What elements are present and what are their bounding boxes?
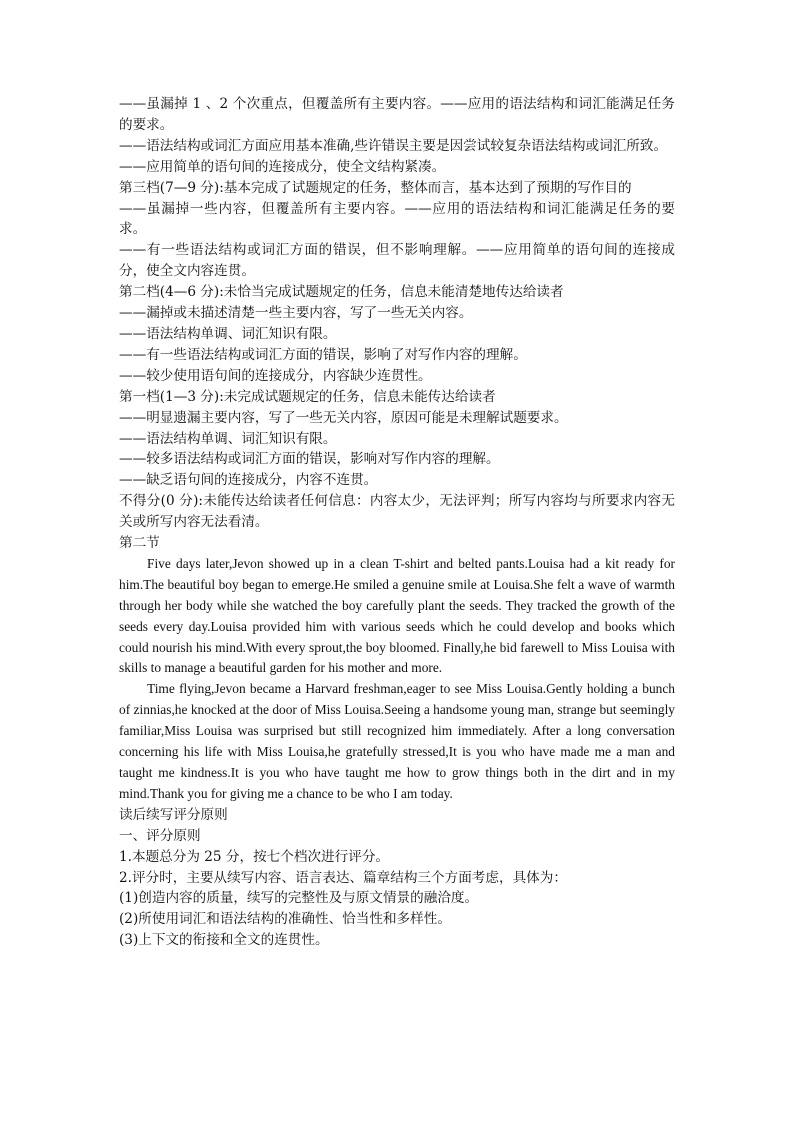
criterion-line: ——虽漏掉 1 、2 个次重点，但覆盖所有主要内容。——应用的语法结构和词汇能满足任务的要求。 [119,96,675,133]
criterion-line: ——语法结构单调、词汇知识有限。 [119,325,337,342]
criterion-line: ——缺乏语句间的连接成分，内容不连贯。 [119,472,378,489]
section-heading: 读后续写评分原则 [119,806,228,823]
section-heading: 第二节 [119,535,160,552]
criterion-line: ——有一些语法结构或词汇方面的错误，但不影响理解。——应用简单的语句间的连接成分，使全文内容连贯。 [119,242,675,280]
criterion-line: ——明显遗漏主要内容，写了一些无关内容，原因可能是未理解试题要求。 [119,409,568,426]
subsection-heading: 一、评分原则 [119,827,201,844]
essay-paragraph: Time flying,Jevon became a Harvard freshman,eager to see Miss Louisa.Gently holding a bunch of zinnias,he knocked at the door of Miss Louisa.Seeing a handsome young man, strange but seemingly familiar,Miss Louisa was surprised but still recognized him immediately. After a long conversation concerning his life with Miss Louisa,he gratefully stressed,It is you who have made me a man and taught me kindness.It is you who have taught me how to grow things both in the dirt and in my mind.Thank you for giving me a chance to be who I am today. [119,681,675,801]
criterion-line: ——虽漏掉一些内容，但覆盖所有主要内容。——应用的语法结构和词汇能满足任务的要求。 [119,200,675,238]
essay-paragraph: Five days later,Jevon showed up in a clean T-shirt and belted pants.Louisa had a kit ready for him.The beautiful boy began to emerge.He smiled a genuine smile at Louisa.She felt a wave of warmth through her body while she watched the boy carefully plant the seeds. They tracked the growth of the seeds every day.Louisa provided him with various seeds which he could develop and books which could nourish his mind.With every sprout,the boy bloomed. Finally,he bid farewell to Miss Louisa with skills to manage a beautiful garden for his mother and more. [119,555,675,676]
criterion-line: ——有一些语法结构或词汇方面的错误，影响了对写作内容的理解。 [119,346,527,363]
document-page [119,94,675,951]
principle-item: (3)上下文的衔接和全文的连贯性。 [119,932,329,949]
grade-heading: 第一档(1—3 分):未完成试题规定的任务，信息未能传达给读者 [119,388,496,405]
criterion-line: ——语法结构单调、词汇知识有限。 [119,430,337,447]
criterion-line: ——较少使用语句间的连接成分，内容缺少连贯性。 [119,367,432,384]
grade-heading: 第三档(7—9 分):基本完成了试题规定的任务，整体而言，基本达到了预期的写作目的 [119,179,632,196]
principle-item: 1.本题总分为 25 分，按七个档次进行评分。 [119,848,390,865]
criterion-line: ——语法结构或词汇方面应用基本准确,些许错误主要是因尝试较复杂语法结构或词汇所致。 [119,137,668,154]
criterion-line: ——漏掉或未描述清楚一些主要内容，写了一些无关内容。 [119,305,473,322]
grade-heading: 不得分(0 分):未能传达给读者任何信息：内容太少，无法评判；所写内容均与所要求内容无关或所写内容无法看清。 [119,493,675,531]
grade-heading: 第二档(4—6 分):未恰当完成试题规定的任务，信息未能清楚地传达给读者 [119,284,564,301]
criterion-line: ——较多语法结构或词汇方面的错误，影响对写作内容的理解。 [119,451,500,468]
principle-item: 2.评分时，主要从续写内容、语言表达、篇章结构三个方面考虑，具体为： [119,869,567,886]
principle-item: (2)所使用词汇和语法结构的准确性、恰当性和多样性。 [119,911,451,928]
principle-item: (1)创造内容的质量，续写的完整性及与原文情景的融洽度。 [119,890,479,907]
criterion-line: ——应用简单的语句间的连接成分，使全文结构紧凑。 [119,158,446,175]
